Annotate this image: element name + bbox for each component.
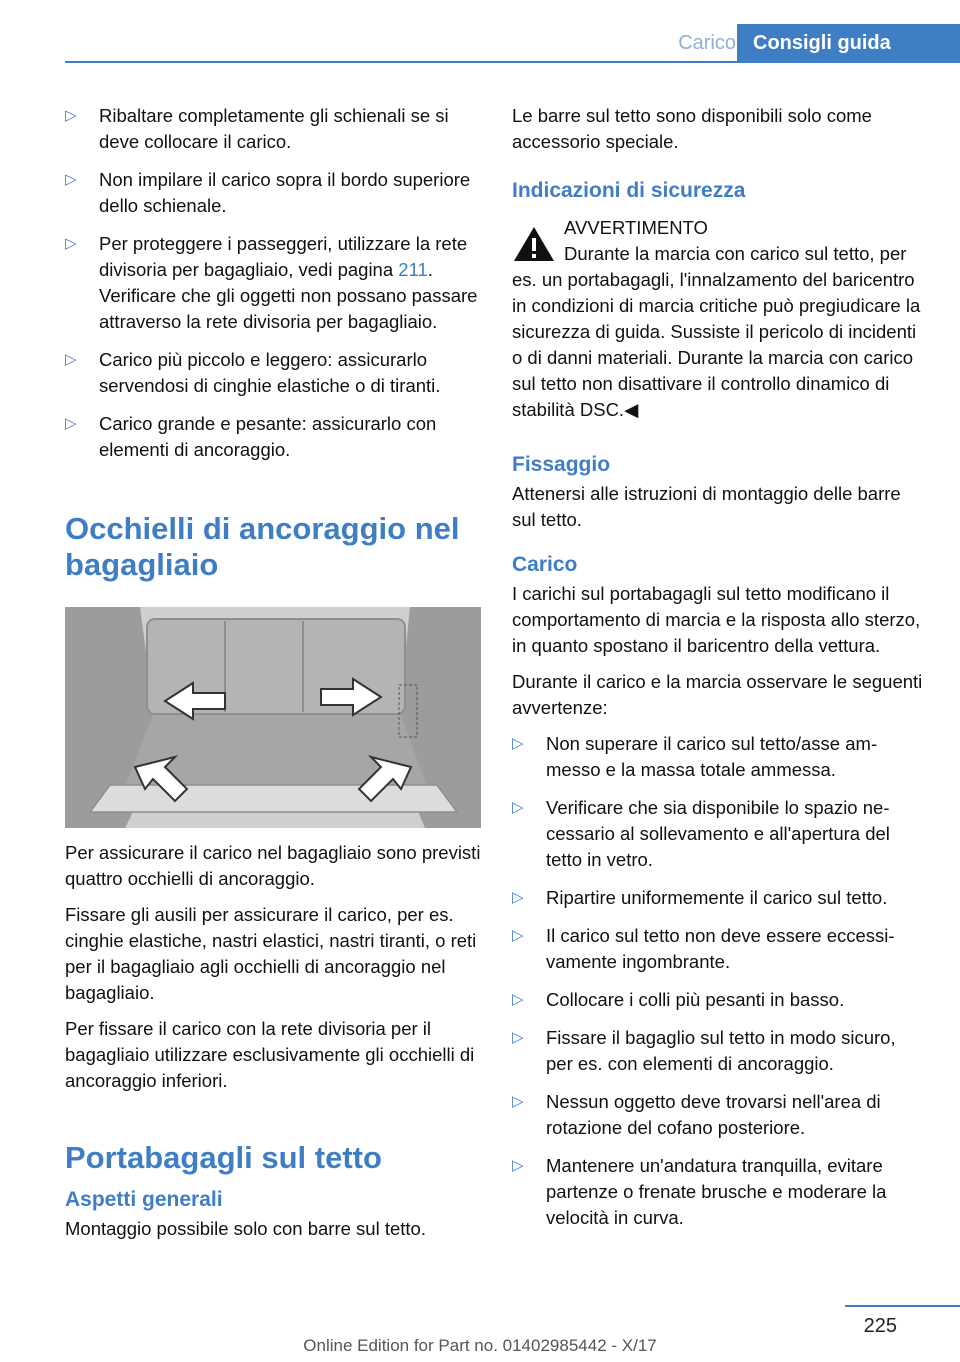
bullet-triangle-icon: ▷ bbox=[65, 415, 77, 432]
list-item: ▷ Ripartire uniformemente il carico sul tetto. bbox=[512, 885, 924, 911]
right-bullet-list bbox=[512, 731, 924, 1231]
header-section-tab: Carico bbox=[678, 32, 736, 54]
bullet-triangle-icon: ▷ bbox=[65, 235, 77, 252]
paragraph: Durante il carico e la marcia osservare le seguenti avvertenze: bbox=[512, 671, 923, 718]
paragraph: Per fissare il carico con la rete divisoria per il bagagliaio utilizzare esclusivamente gli occhielli di ancoraggio inferiori. bbox=[65, 1018, 475, 1091]
list-item: ▷ Carico più piccolo e leggero: assicurarlo servendosi di cinghie elastiche o di tiranti. bbox=[65, 349, 441, 396]
bullet-triangle-icon: ▷ bbox=[512, 1157, 524, 1174]
left-bullet-list bbox=[65, 103, 481, 463]
paragraph: Montaggio possibile solo con barre sul tetto. bbox=[65, 1218, 426, 1239]
bullet-triangle-icon: ▷ bbox=[65, 107, 77, 124]
list-item: ▷ Collocare i colli più pesanti in basso. bbox=[512, 987, 924, 1013]
paragraph: Fissare gli ausili per assicurare il carico, per es. cinghie elastiche, nastri elastici, nastri tiranti, o reti per il bagagliaio agli occhielli di ancoraggio nel bagagliaio. bbox=[65, 904, 477, 1003]
bullet-triangle-icon: ▷ bbox=[512, 991, 524, 1008]
list-item: ▷ Per proteggere i passeggeri, utilizzare la rete divisoria per bagagliaio, vedi pagina 211. Verificare che gli oggetti non possano passare attraverso la rete divisoria per bagagliaio. bbox=[65, 233, 478, 332]
section-title-roof-rack: Portabagagli sul tetto bbox=[65, 1140, 382, 1175]
list-item: ▷ Ribaltare completamente gli schienali se si deve collocare il carico. bbox=[65, 105, 449, 152]
paragraph: Le barre sul tetto sono disponibili solo come accessorio speciale. bbox=[512, 105, 872, 152]
subsection-title-general: Aspetti generali bbox=[65, 1188, 223, 1211]
subsection-title-safety: Indicazioni di sicurezza bbox=[512, 179, 746, 202]
list-item: ▷ Fissare il bagaglio sul tetto in modo sicuro, per es. con elementi di ancoraggio. bbox=[512, 1027, 896, 1074]
paragraph: Attenersi alle istruzioni di montaggio delle barre sul tetto. bbox=[512, 483, 901, 530]
subsection-title-load: Carico bbox=[512, 553, 578, 576]
subsection-title-fixing: Fissaggio bbox=[512, 453, 611, 476]
bullet-triangle-icon: ▷ bbox=[512, 735, 524, 752]
list-item: ▷ Il carico sul tetto non deve essere eccessivamente ingombrante. bbox=[512, 925, 895, 972]
section-title-anchorage: Occhielli di ancoraggio nel bagagliaio bbox=[65, 511, 460, 582]
paragraph: Per assicurare il carico nel bagagliaio sono previsti quattro occhielli di ancoraggio. bbox=[65, 842, 481, 889]
left-column bbox=[65, 103, 481, 1252]
footer-rule bbox=[845, 1305, 960, 1307]
list-item: ▷ Mantenere un'andatura tranquilla, evitare partenze o frenate brusche e moderare la velocità in curva. bbox=[512, 1155, 887, 1228]
warning-triangle-icon bbox=[512, 225, 556, 263]
bullet-triangle-icon: ▷ bbox=[65, 171, 77, 188]
bullet-triangle-icon: ▷ bbox=[512, 1093, 524, 1110]
right-column bbox=[512, 103, 924, 1243]
warning-block bbox=[512, 215, 924, 423]
page-number: 225 bbox=[863, 1315, 897, 1337]
page-link[interactable]: 211 bbox=[398, 259, 428, 280]
list-item: ▷ Verificare che sia disponibile lo spazio necessario al sollevamento e all'apertura del tetto in vetro. bbox=[512, 797, 890, 870]
header-rule bbox=[65, 61, 960, 63]
bullet-triangle-icon: ▷ bbox=[512, 889, 524, 906]
bullet-triangle-icon: ▷ bbox=[512, 927, 524, 944]
list-item: ▷ Nessun oggetto deve trovarsi nell'area di rotazione del cofano posteriore. bbox=[512, 1091, 881, 1138]
trunk-photo bbox=[65, 607, 481, 828]
bullet-triangle-icon: ▷ bbox=[512, 1029, 524, 1046]
list-item: ▷ Non superare il carico sul tetto/asse ammesso e la massa totale ammessa. bbox=[512, 733, 878, 780]
warning-title: AVVERTIMENTO bbox=[564, 217, 708, 238]
list-item: ▷ Non impilare il carico sopra il bordo superiore dello schienale. bbox=[65, 169, 471, 216]
paragraph: I carichi sul portabagagli sul tetto modificano il comportamento di marcia e la risposta allo sterzo, in quanto spostano il baricentro della vettura. bbox=[512, 583, 921, 656]
bullet-triangle-icon: ▷ bbox=[512, 799, 524, 816]
header-chapter-tab: Consigli guida bbox=[737, 24, 960, 63]
list-item: ▷ Carico grande e pesante: assicurarlo con elementi di ancoraggio. bbox=[65, 413, 437, 460]
warning-text: Durante la marcia con carico sul tetto, per es. un portabagagli, l'innalzamento del baricentro in condizioni di marcia critiche può pregiudicare la sicurezza di guida. Sussiste il pericolo di incidenti o di danni materiali. Durante la marcia con carico sul tetto non disattivare il controllo dinamico di stabilità DSC.◀ bbox=[512, 243, 921, 420]
footer-edition: Online Edition for Part no. 01402985442 - X/17 bbox=[303, 1336, 657, 1355]
bullet-triangle-icon: ▷ bbox=[65, 351, 77, 368]
